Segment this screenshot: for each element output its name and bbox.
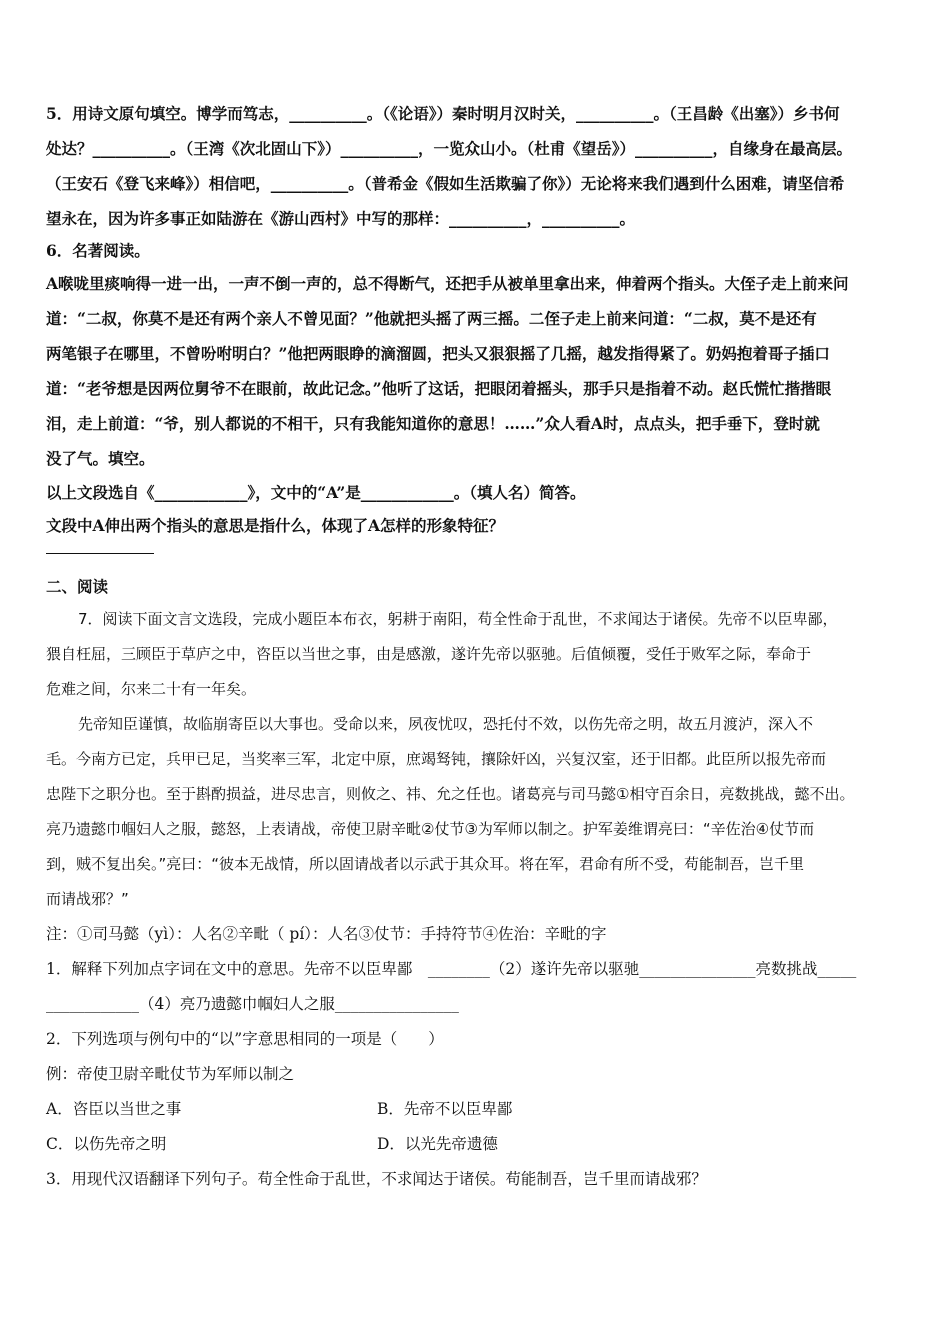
question-5 [46,96,916,236]
classical-line: 到，贼不复出矣。”亮曰：“彼本无战情，所以固请战者以示武于其众耳。将在军，君命有所不受，苟能制吾，岂千里 [46,855,805,873]
q7-sub1-line-1: 1．解释下列加点字词在文中的意思。先帝不以臣卑鄙 ________（2）遂许先帝以驱驰_______________亮数挑战_____ [46,960,857,978]
q7-sub3: 3．用现代汉语翻译下列句子。苟全性命于乱世，不求闻达于诸侯。苟能制吾，岂千里而请战邪？ [46,1170,707,1188]
classical-line: 猥自枉屈，三顾臣于草庐之中，咨臣以当世之事，由是感激，遂许先帝以驱驰。后值倾覆，受任于败军之际，奉命于 [46,645,812,663]
options-row [46,1092,916,1127]
classical-line: 7．阅读下面文言文选段，完成小题臣本布衣，躬耕于南阳，苟全性命于乱世，不求闻达于诸侯。先帝不以臣卑鄙， [78,610,838,628]
q6-title: 6．名著阅读。 [46,241,150,260]
options-row [46,1127,916,1162]
q5-line-4: 望永在，因为许多事正如陆游在《游山西村》中写的那样：__________，__________。 [46,209,636,228]
passage-line: 道：“老爷想是因两位舅爷不在眼前，故此记念。”他听了这话，把眼闭着摇头，那手只是指着不动。赵氏慌忙揩揩眼 [46,379,832,398]
classical-line: 忠陛下之职分也。至于斟酌损益，进尽忠言，则攸之、祎、允之任也。诸葛亮与司马懿①相守百余日，亮数挑战，懿不出。 [46,785,855,803]
option-a: A．咨臣以当世之事 [46,1100,182,1118]
question-6 [46,236,916,554]
q7-example: 例：帝使卫尉辛毗仗节为军师以制之 [46,1065,295,1083]
passage-line: A喉咙里痰响得一进一出，一声不倒一声的，总不得断气，还把手从被单里拿出来，伸着两个指头。大侄子走上前来问 [46,274,849,293]
q7-sub1-line-2: ____________（4）亮乃遗懿巾帼妇人之服________________ [46,995,459,1013]
q6-fill-in: 以上文段选自《____________》，文中的“A”是____________。（填人名）简答。 [46,483,586,502]
classical-line: 先帝知臣谨慎，故临崩寄臣以大事也。受命以来，夙夜忧叹，恐托付不效，以伤先帝之明，故五月渡泸，深入不 [78,715,814,733]
passage-line: 没了气。填空。 [46,449,155,468]
question-7 [46,602,916,1197]
q7-notes: 注：①司马懿（yì）：人名②辛毗（ pí）：人名③仗节：手持符节④佐治：辛毗的字 [46,925,607,943]
passage-line: 道：“二叔，你莫不是还有两个亲人不曾见面？”他就把头摇了两三摇。二侄子走上前来问道：“二叔，莫不是还有 [46,309,817,328]
q6-short-answer: 文段中A伸出两个指头的意思是指什么，体现了A怎样的形象特征？ [46,516,505,535]
classical-line: 危难之间，尔来二十有一年矣。 [46,680,257,698]
q7-sub2: 2．下列选项与例句中的“以”字意思相同的一项是（ ） [46,1030,444,1048]
option-c: C．以伤先帝之明 [46,1135,167,1153]
document-page [46,96,916,1197]
q5-line-2: 处达？__________。（王湾《次北固山下》）__________，一览众山小。（杜甫《望岳》）__________，自缘身在最高层。 [46,139,853,158]
section-2-title: 二、阅读 [46,577,109,596]
q5-line-1: 5．用诗文原句填空。博学而笃志，__________。（《论语》）秦时明月汉时关，__________。（王昌龄《出塞》）乡书何 [46,104,840,123]
classical-line: 亮乃遗懿巾帼妇人之服，懿怒，上表请战，帝使卫尉辛毗②仗节③为军师以制之。护军姜维谓亮曰：“辛佐治④仗节而 [46,820,815,838]
option-b: B．先帝不以臣卑鄙 [377,1100,513,1118]
answer-line [46,552,154,554]
q5-line-3: （王安石《登飞来峰》）相信吧，__________。（普希金《假如生活欺骗了你》）无论将来我们遇到什么困难，请坚信希 [46,174,845,193]
passage-line: 泪，走上前道：“爷，别人都说的不相干，只有我能知道你的意思！……”众人看A时，点点头，把手垂下，登时就 [46,414,820,433]
passage-line: 两笔银子在哪里，不曾吩咐明白？”他把两眼睁的滴溜圆，把头又狠狠摇了几摇，越发指得紧了。奶妈抱着哥子插口 [46,344,830,363]
classical-line: 毛。今南方已定，兵甲已足，当奖率三军，北定中原，庶竭驽钝，攘除奸凶，兴复汉室，还于旧都。此臣所以报先帝而 [46,750,827,768]
option-d: D．以光先帝遗德 [377,1135,498,1153]
q6-passage [46,266,916,476]
q7-paragraph-1 [46,602,916,707]
classical-line: 而请战邪？” [46,890,129,908]
q7-paragraph-2 [46,707,916,917]
